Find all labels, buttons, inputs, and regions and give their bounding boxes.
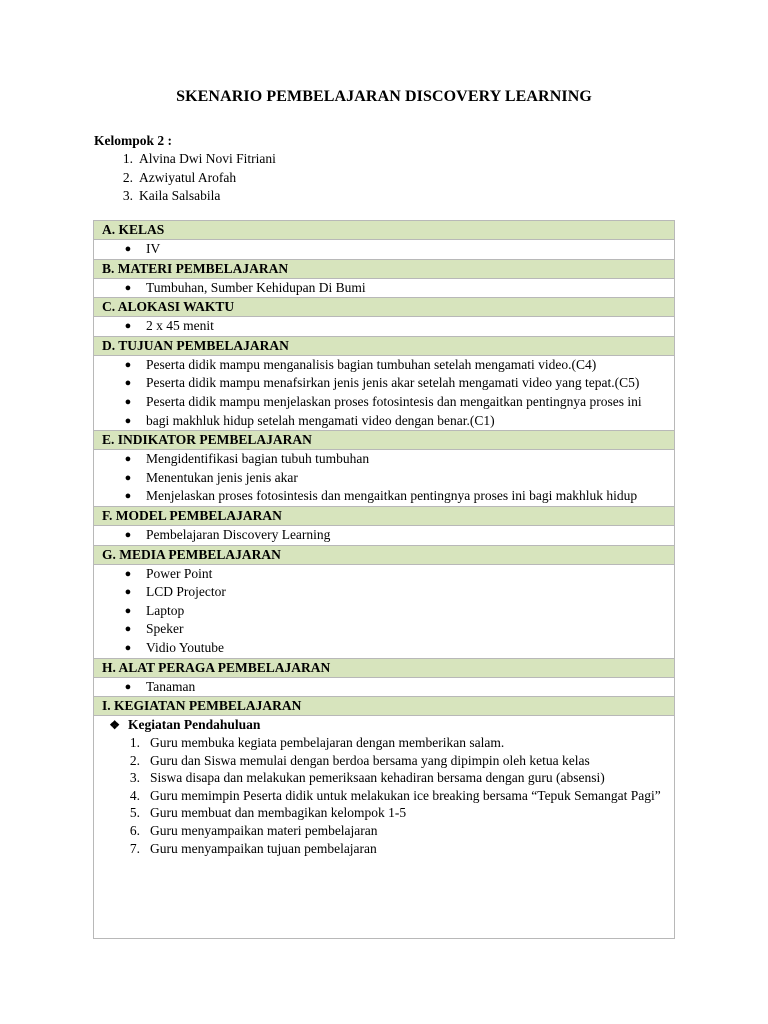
bullet-icon: ● [124,453,132,466]
bullet-text: Speker [146,621,184,637]
bullet-icon: ● [124,680,132,693]
page-title: SKENARIO PEMBELAJARAN DISCOVERY LEARNING [176,88,592,105]
step-number: 1. [129,735,140,751]
bullet-item [94,450,674,469]
section-header: D. TUJUAN PEMBELAJARAN [94,337,674,356]
member-item [94,187,276,205]
bullet-text: Menentukan jenis jenis akar [146,469,298,485]
bullet-icon: ● [124,395,132,408]
step-number: 6. [129,823,140,839]
bullet-icon: ● [124,414,132,427]
section-body [94,240,674,260]
step-text: Guru membuat dan membagikan kelompok 1-5 [150,805,407,821]
bullet-text: 2 x 45 menit [146,318,214,334]
section-body [94,565,674,659]
section-header: I. KEGIATAN PEMBELAJARAN [94,697,674,716]
bullet-item [94,240,674,259]
bullet-item [94,469,674,488]
bullet-icon: ● [124,358,132,371]
bullet-text: Tumbuhan, Sumber Kehidupan Di Bumi [146,279,366,295]
bullet-text: Laptop [146,602,185,618]
member-number: 2. [122,169,133,185]
bullet-text: LCD Projector [146,584,226,600]
bullet-text: Peserta didik mampu menganalisis bagian tumbuhan setelah mengamati video.(C4) [146,356,597,372]
bullet-icon: ● [124,641,132,654]
member-number: 3. [122,187,133,203]
bullet-item [94,583,674,602]
bullet-icon: ● [124,623,132,636]
section-body [94,450,674,507]
step-text: Guru membuka kegiata pembelajaran dengan memberikan salam. [150,735,505,751]
bullet-item [94,526,674,545]
bullet-icon: ● [124,567,132,580]
section-header: E. INDIKATOR PEMBELAJARAN [94,431,674,450]
step-number: 3. [129,770,140,786]
bullet-text: Peserta didik mampu menafsirkan jenis jenis akar setelah mengamati video yang tepat.(C5) [146,375,640,391]
section-header: B. MATERI PEMBELAJARAN [94,260,674,279]
bullet-icon: ● [124,604,132,617]
bullet-text: Pembelajaran Discovery Learning [146,526,331,542]
bullet-item [94,393,674,412]
step-number: 5. [129,805,140,821]
step-text: Siswa disapa dan melakukan pemeriksaan kehadiran bersama dengan guru (absensi) [150,770,605,786]
bullet-item [94,565,674,584]
lesson-table [93,220,675,939]
bullet-icon: ● [124,243,132,255]
activity-step [94,804,674,822]
bullet-icon: ● [124,586,132,599]
step-number: 7. [129,840,140,856]
bullet-text: Vidio Youtube [146,639,224,655]
member-item [94,169,276,187]
member-name: Azwiyatul Arofah [139,169,237,185]
member-name: Kaila Salsabila [139,187,221,203]
section-body [94,279,674,299]
step-text: Guru menyampaikan tujuan pembelajaran [150,840,377,856]
bullet-text: Power Point [146,565,213,581]
bullet-text: bagi makhluk hidup setelah mengamati video dengan benar.(C1) [146,412,495,428]
section-header: C. ALOKASI WAKTU [94,298,674,317]
bullet-item [94,356,674,375]
bullet-icon: ● [124,320,132,333]
group-info [94,132,276,205]
bullet-item [94,487,674,506]
section-body [94,526,674,546]
section-header: F. MODEL PEMBELAJARAN [94,507,674,526]
activity-subheading-text: Kegiatan Pendahuluan [128,717,261,733]
activity-step [94,787,674,805]
group-heading: Kelompok 2 : [94,133,173,148]
step-text: Guru menyampaikan materi pembelajaran [150,823,378,839]
bullet-item [94,412,674,431]
bullet-icon: ● [124,528,132,541]
section-header: G. MEDIA PEMBELAJARAN [94,546,674,565]
section-header: H. ALAT PERAGA PEMBELAJARAN [94,659,674,678]
member-name: Alvina Dwi Novi Fitriani [139,151,276,167]
section-header: A. KELAS [94,221,674,240]
activity-step [94,840,674,858]
activity-step [94,769,674,787]
section-body [94,678,674,698]
bullet-text: IV [146,241,161,256]
activity-body [94,716,674,938]
bullet-text: Mengidentifikasi bagian tubuh tumbuhan [146,451,370,467]
diamond-bullet-icon: ❖ [109,718,120,733]
bullet-item [94,374,674,393]
bullet-icon: ● [124,281,132,294]
bullet-item [94,620,674,639]
activity-step [94,752,674,770]
bullet-text: Tanaman [146,678,196,694]
bullet-item [94,317,674,336]
bullet-text: Menjelaskan proses fotosintesis dan mengaitkan pentingnya proses ini bagi makhluk hidup [146,488,638,504]
bullet-item [94,639,674,658]
activity-subheading [94,716,674,734]
bullet-item [94,678,674,697]
bullet-item [94,279,674,298]
member-list [94,150,276,205]
member-item [94,150,276,168]
step-number: 4. [129,787,140,803]
bullet-icon: ● [124,377,132,390]
activity-step [94,822,674,840]
bullet-text: Peserta didik mampu menjelaskan proses fotosintesis dan mengaitkan pentingnya proses ini [146,393,642,409]
step-text: Guru dan Siswa memulai dengan berdoa bersama yang dipimpin oleh ketua kelas [150,752,590,768]
bullet-icon: ● [124,471,132,484]
activity-step [94,734,674,752]
bullet-item [94,602,674,621]
section-body [94,317,674,337]
member-number: 1. [122,151,133,167]
step-text: Guru memimpin Peserta didik untuk melakukan ice breaking bersama “Tepuk Semangat Pagi” [150,787,661,803]
section-body [94,356,674,431]
bullet-icon: ● [124,490,132,503]
step-number: 2. [129,752,140,768]
